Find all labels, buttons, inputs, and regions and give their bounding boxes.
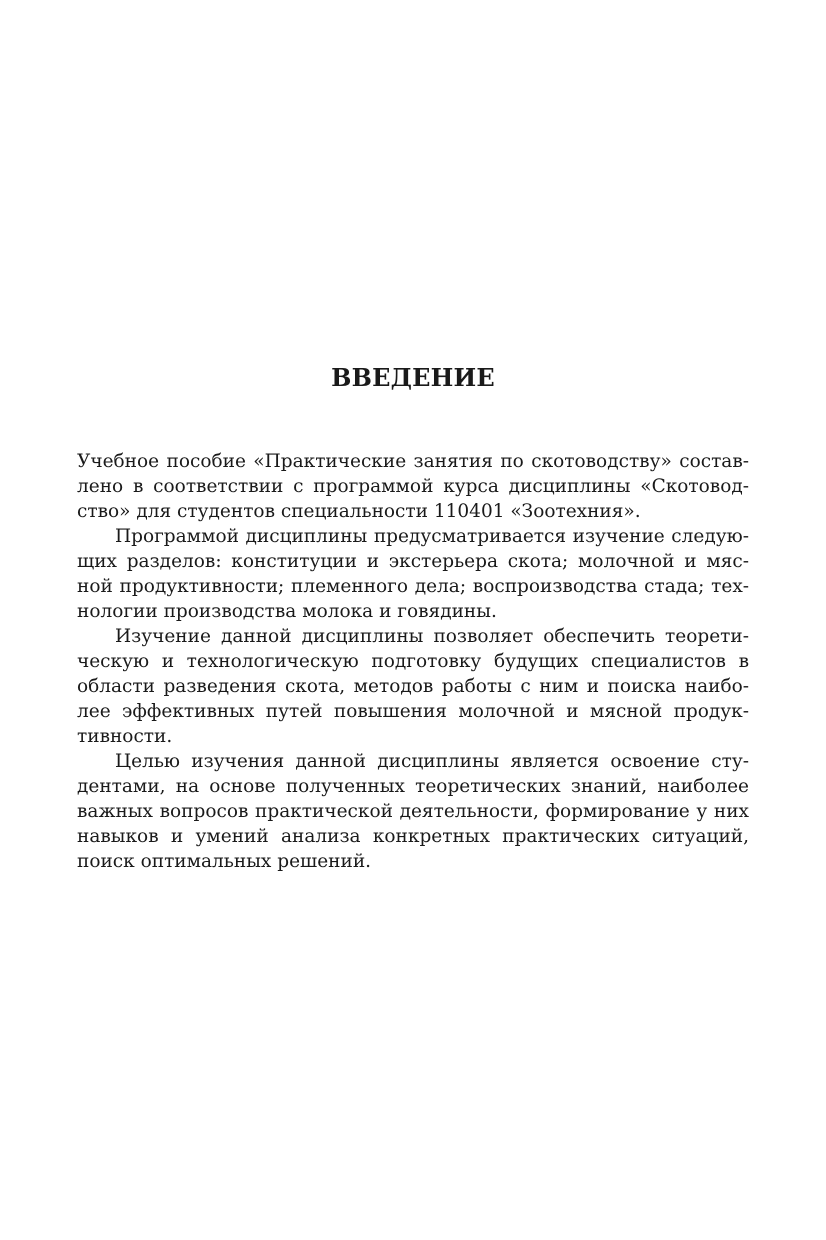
text-line: области разведения скота, методов работы с ним и поиска наибо- [77,676,749,697]
body-text [77,449,749,874]
text-line: Учебное пособие «Практические занятия по скотоводству» состав- [77,451,749,472]
paragraph-3 [77,624,749,749]
text-line: щих разделов: конституции и экстерьера скота; молочной и мяс- [77,551,749,572]
text-line: ство» для студентов специальности 110401 «Зоотехния». [77,501,641,522]
text-line: ческую и технологическую подготовку будущих специалистов в [77,651,749,672]
text-line: дентами, на основе полученных теоретических знаний, наиболее [77,776,749,797]
paragraph-1 [77,449,749,524]
text-line: лено в соответствии с программой курса дисциплины «Скотовод- [77,476,749,497]
text-line: Целью изучения данной дисциплины является освоение сту- [115,751,749,772]
text-line: Изучение данной дисциплины позволяет обеспечить теорети- [115,626,749,647]
page-heading: ВВЕДЕНИЕ [331,363,495,392]
text-line: ной продуктивности; племенного дела; воспроизводства стада; тех- [77,576,749,597]
text-line: тивности. [77,726,173,747]
paragraph-4 [77,749,749,874]
text-line: важных вопросов практической деятельности, формирование у них [77,801,749,822]
paragraph-2 [77,524,749,624]
text-line: Программой дисциплины предусматривается изучение следую- [115,526,749,547]
text-line: поиск оптимальных решений. [77,851,372,872]
text-line: лее эффективных путей повышения молочной и мясной продук- [77,701,749,722]
text-line: навыков и умений анализа конкретных практических ситуаций, [77,826,749,847]
text-line: нологии производства молока и говядины. [77,601,497,622]
